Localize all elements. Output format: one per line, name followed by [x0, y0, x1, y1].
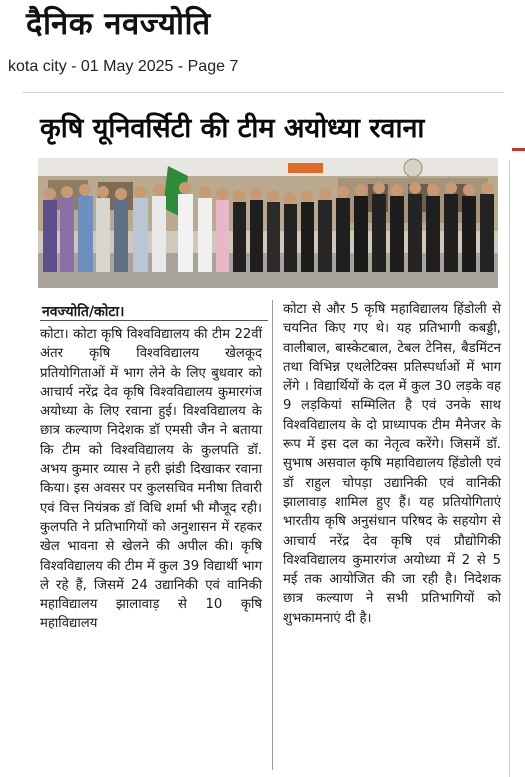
edition-line: kota city - 01 May 2025 - Page 7: [8, 58, 239, 75]
article-column-2: [283, 300, 501, 628]
article-headline: कृषि यूनिवर्सिटी की टीम अयोध्या रवाना: [40, 113, 425, 144]
byline-rule: [40, 320, 268, 321]
column-2-text: कोटा से और 5 कृषि महाविद्यालय हिंडोली से चयनित किए गए थे। यह प्रतिभागी कबड्डी, वालीबाल, बास्केटबाल, टेबल टेनिस, बैडमिंटन तथा विभिन्न एथलेटिक्स प्रतिस्पर्धाओं में भाग लेंगे । विद्यार्थियों के दल में कुल 30 लड़के वह 9 लड़कियां सम्मिलित है एवं उनके साथ विश्वविद्यालय के दो प्राध्यापक टीम मैनेजर के रूप में इस दल का नेतृत्व करेंगे। जिसमें डॉ. सुभाष असवाल कृषि महाविद्यालय हिंडोली एवं डॉ राहुल चोपड़ा उद्यानिकी एवं वानिकी झालावाड़ शामिल हुए हैं। यह प्रतियोगिताएं भारतीय कृषि अनुसंधान परिषद के सहयोग से आचार्य नरेंद्र देव कृषि एवं प्रौद्योगिकी विश्वविद्यालय कुमारगंज अयोध्या में 2 से 5 मई तक आयोजित की जा रही है। निदेशक छात्र कल्याण ने सभी प्रतिभागियों को शुभकामनाएं दी है।: [283, 302, 501, 626]
column-1-text: कोटा। कोटा कृषि विश्वविद्यालय की टीम 22वीं अंतर कृषि विश्वविद्यालय खेलकूद प्रतियोगिताओं में भाग लेने के लिए बुधवार को आचार्य नरेंद्र देव कृषि विश्वविद्यालय कुमारगंज अयोध्या के लिए रवाना हुई। विश्वविद्यालय के छात्र कल्याण निदेशक डॉ एमसी जैन ने बताया कि टीम को विश्वविद्यालय के कुलपति डॉ. अभय कुमार व्यास ने हरी झंडी दिखाकर रवाना किया। इस अवसर पर कुलसचिव मनीषा तिवारी एवं वित्त नियंत्रक डॉ विधि शर्मा भी मौजूद रही। कुलपति ने प्रतिभागियों को अनुशासन में रहकर खेल भावना से खेलने की अपील की। कृषि विश्वविद्यालय की टीम में कुल 39 विद्यार्थी भाग ले रहे हैं, जिसमें 24 उद्यानिकी एवं वानिकी महाविद्यालय झालावाड़ से 10 कृषि महाविद्यालय: [40, 327, 263, 632]
team-group-photo: [38, 158, 498, 288]
article-column-1: [40, 325, 262, 634]
adjacent-article-edge: [509, 160, 525, 777]
newspaper-masthead: दैनिक नवज्योति: [26, 6, 211, 42]
column-divider: [272, 300, 273, 770]
clipping-top-rule: [22, 92, 504, 105]
article-byline: नवज्योति/कोटा।: [42, 304, 125, 320]
adjacent-article-marker: [512, 148, 525, 151]
